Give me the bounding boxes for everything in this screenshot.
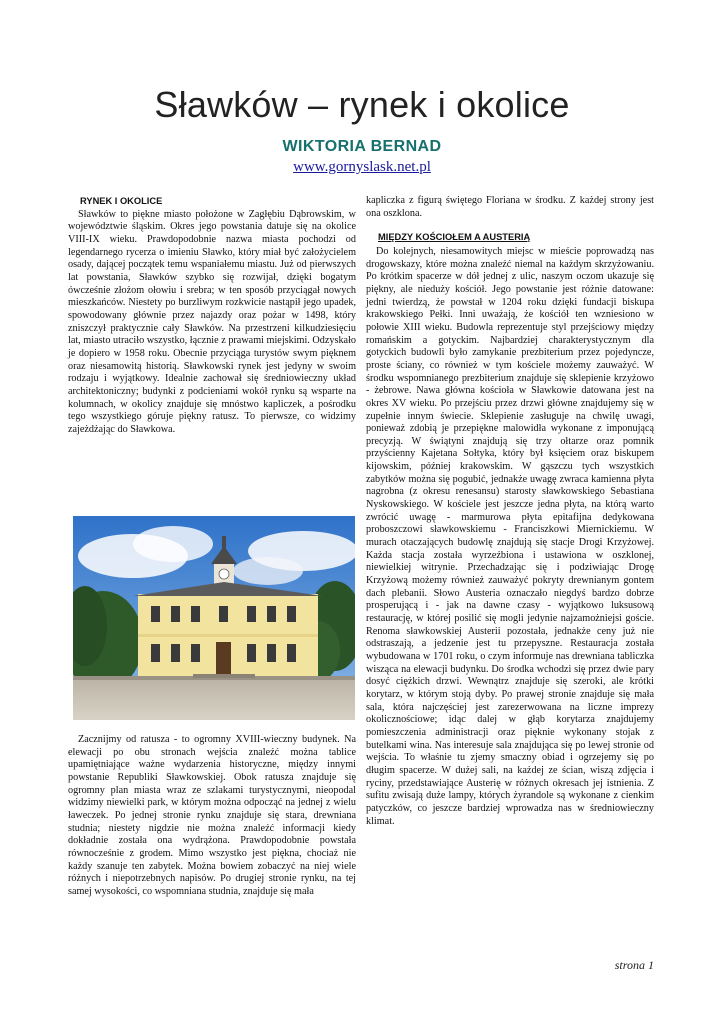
paragraph-ratusz: Zacznijmy od ratusza - to ogromny XVIII-wieczny budynek. Na elewacji po obu stronach wejścia znaleźć można tablice upamiętniające ważne wydarzenia historyczne, między innymi powstanie Republiki Sławkowskiej. Obok ratusza znajduje się ogromny plan miasta wraz ze szlakami turystycznymi, nieopodal widzimy niewielki park, w którym można odpocząć na jednej z wielu ławeczek. Po jednej stronie rynku znajduje się stara, drewniana studnia; niestety nigdzie nie można znaleźć informacji kiedy dokładnie została ona wydrążona. Prawdopodobnie powstała równocześnie z grodem. Mimo wszystko jest piękna, chociaż nie każdy szanuje ten zabytek. Można bowiem zobaczyć na niej wiele różnych i niepotrzebnych napisów. Po drugiej stronie rynku, na tej samej wysokości, co wspomniana studnia, znajduje się mała <box>68 734 356 897</box>
paragraph-rynek: Sławków to piękne miasto położone w Zagłębiu Dąbrowskim, w województwie śląskim. Okres jego powstania datuje się na okolice VIII-IX wieku. Prawdopodobnie nazwa miasta pochodzi od legendarnego rycerza o imieniu Sławko, który miał być założycielem osady, dającej początek temu wspaniałemu miastu. Już od pierwszych lat powstania, Sławków szybko się rozwijał, dzięki bogatym ówcześnie złożom ołowiu i srebra; w ten sposób przyciągał nowych mieszkańców. Niestety po burzliwym rozkwicie nastąpił jego upadek, spowodowany głównie przez najazdy oraz pożar w 1498, który zniszczył praktycznie cały Sławków. Na przestrzeni kilkudziesięciu lat, miasto utraciło wszystko, łącznie z prawami miejskimi. Odzyskało je dopiero w 1958 roku. Obecnie przyciąga turystów swym pięknem oraz niesamowitą historią. Sławkowski rynek jest jedyny w swoim rodzaju i wyjątkowy. Idealnie zachował się średniowieczny układ architektoniczny; budynki z podcieniami wokół rynku są wsparte na kolumnach, w okolicy znajduje się mnóstwo kapliczek, a pośrodku tego wszystkiego góruje piękny ratusz. To pierwsze, co widzimy zajeżdżając do Sławkowa. <box>68 208 356 435</box>
paragraph-kapliczka: kapliczka z figurą świętego Floriana w środku. Z każdej strony jest ona oszklona. <box>366 195 654 219</box>
section-heading-rynek: RYNEK I OKOLICE <box>80 196 163 206</box>
source-link[interactable]: www.gornyslask.net.pl <box>293 159 431 175</box>
left-column <box>68 195 356 436</box>
paragraph-kosciol-austeria: Do kolejnych, niesamowitych miejsc w mieście poprowadzą nas drogowskazy, które można znaleźć niemal na każdym skrzyżowaniu. Po krótkim spacerze w dół jednej z ulic, naszym oczom ukazuje się piękny, ale nieduży kościół. Jego powstanie jest różnie datowane: jedni twierdzą, że powstał w 1204 roku dzięki fundacji biskupa krakowskiego Pełki. Inni uważają, że kościół ten wzniesiono w połowie XIII wieku. Budowla reprezentuje styl przejściowy między romańskim a gotyckim. Najbardziej charakterystycznym dla gotyckich budowli było zamykanie prezbiterium przez pojedyncze, proste ściany, co również w tym kościele możemy zauważyć. W środku wspomnianego prezbiterium znajduje się sklepienie krzyżowo - żebrowe. Nawa główna kościoła w Sławkowie datowana jest na okres XV wieku. Po przejściu przez drzwi główne znajdujemy się w zupełnie innym świecie. Sklepienie zasługuje na chwilę uwagi, ponieważ zdobią je przepiękne malowidła wykonane z imponującą precyzją. W świątyni znajdują się trzy ołtarze oraz pomnik przyścienny Kajetana Sołtyka, który był księciem oraz biskupem kijowskim, później krakowskim. W gąszczu tych wszystkich zabytków można się pogubić, jednakże uwagę zwraca kamienna płyta nagrobna (z okresu renesansu) starosty sławkowskiego Sebastiana Nyskowskiego. W kościele jest jeszcze jedna płyta, na którą warto zwrócić uwagę - marmurowa płyta epitafijna dedykowana proboszczowi sławkowskiemu - Franciszkowi Miernickiemu. W murach otaczających budowlę znajdują się stacje Drogi Krzyżowej. Każda stacja została wyrzeźbiona i ustawiona w oszklonej, niewielkiej witrynie. Przechadzając się i podziwiając Drogę Krzyżową możemy również zauważyć pokryty drewnianym gontem dach plebanii. Słowo Austeria oznaczało niegdyś bardzo dobrze prosperującą i - jak na dawne czasy - wyjątkowo luksusową restaurację, w której posilić się mogli jedynie najzamożniejsi goście. Renoma sławkowskiej Austerii pozostała, jednakże ceny już nie odstraszają, a jedzenie jest tu przepyszne. Restauracja została wybudowana w 1701 roku, o czym informuje nas drewniana tabliczka wisząca na elewacji budynku. Do środka wchodzi się przez dwie pary dosyć ciężkich drzwi. Wewnątrz znajduje się szeroki, ale krótki korytarz, w którym stoją dyby. Po prawej stronie znajduje się mała sala, która najczęściej jest zarezerwowana na liczne imprezy okolicznościowe; idąc dalej w głąb korytarza znajdujemy pomieszczenia administracji oraz pięknie wykonany stojak z butelkami wina. Nas interesuje sala znajdująca się po lewej stronie od wejścia. To właśnie tu zjemy smaczny obiad i ogrzejemy się po długim spacerze. W dużej sali, na każdej ze ścian, wiszą zdjęcia i ryciny, przedstawiające Austerię w różnych okresach jej istnienia. Z sufitu zwisają duże lampy, których żyrandole są wykonane z cienkim patyczków, co jeszcze bardziej wprowadza nas w średniowieczny klimat. <box>366 245 654 827</box>
left-column-lower <box>68 734 356 899</box>
right-column <box>366 195 654 828</box>
page-number: strona 1 <box>614 958 654 972</box>
document-title: Sławków – rynek i okolice <box>154 84 570 125</box>
town-hall-photo <box>73 516 355 720</box>
author-name: WIKTORIA BERNAD <box>282 138 442 155</box>
section-heading-kosciol: MIĘDZY KOŚCIOŁEM A AUSTERIĄ <box>378 232 531 243</box>
